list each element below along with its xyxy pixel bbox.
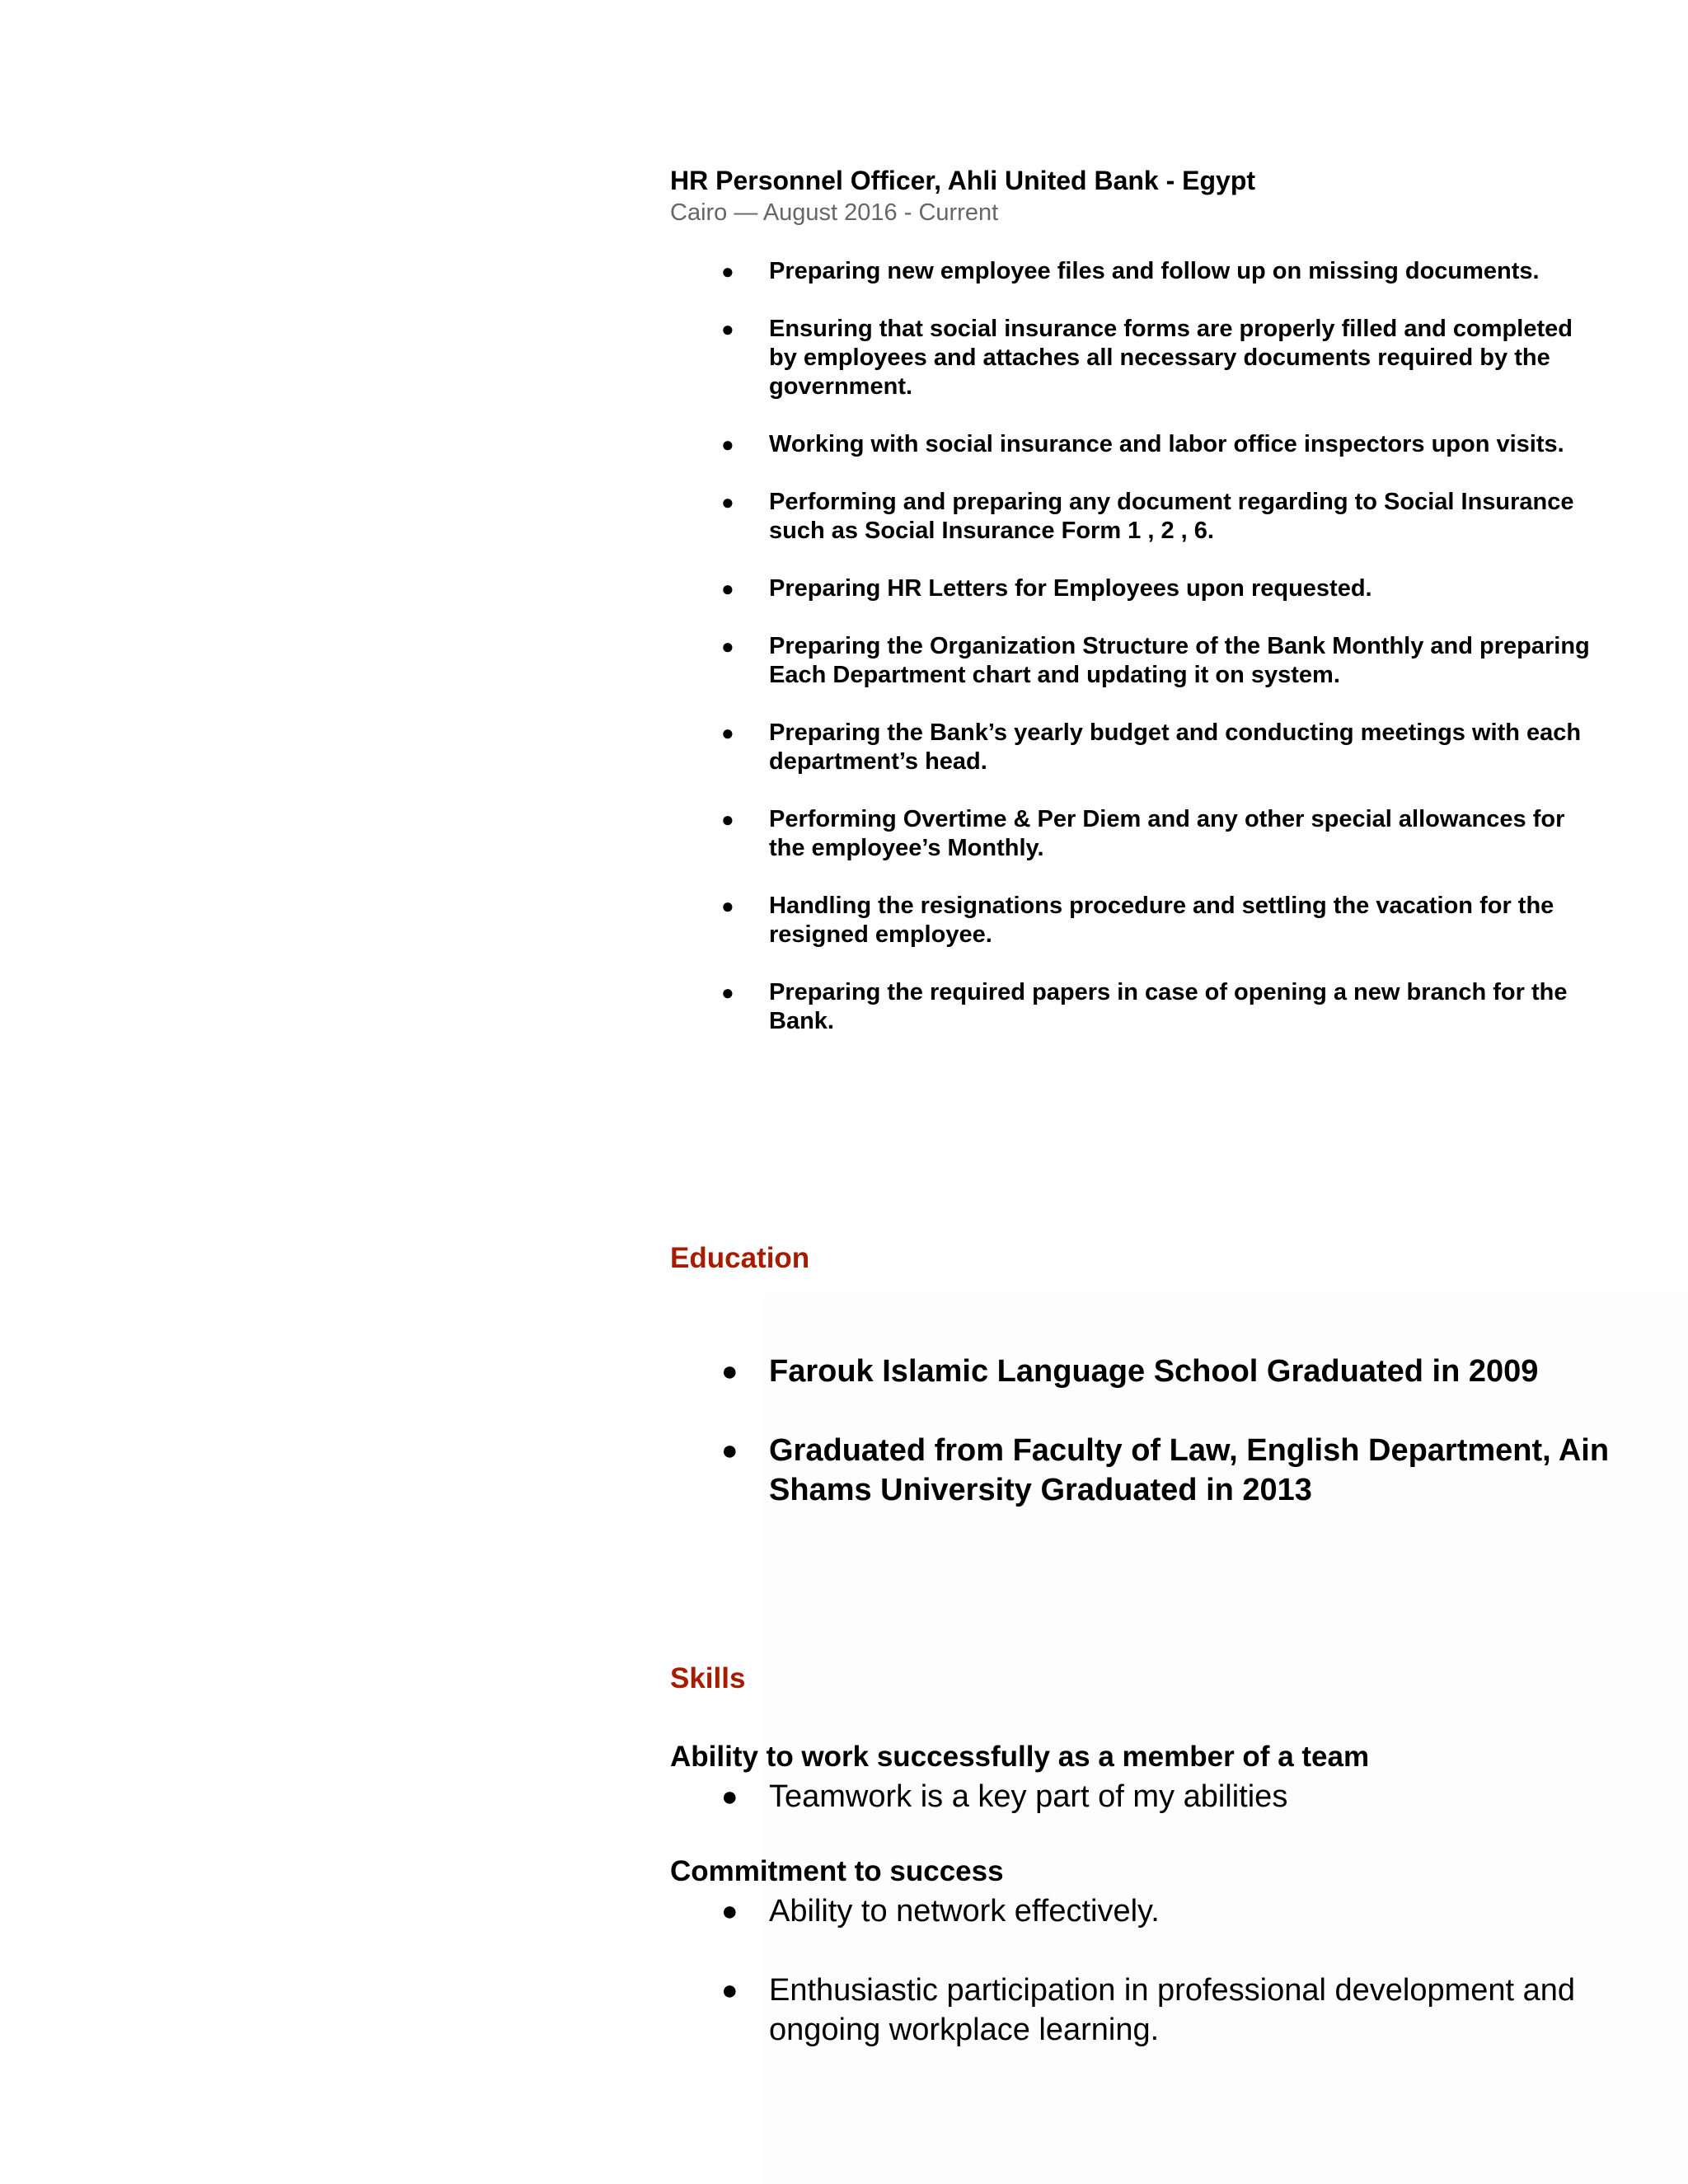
list-item (670, 1971, 1634, 2050)
duty-text: Preparing the Organization Structure of the Bank Monthly and preparing Each Department chart and updating it on system. (769, 633, 1590, 688)
list-item (670, 1431, 1634, 1510)
bullet-icon: ● (721, 259, 734, 284)
education-list (670, 1352, 1618, 1549)
job-title: HR Personnel Officer, Ahli United Bank - Egypt (670, 166, 1256, 195)
bullet-icon: ● (721, 980, 734, 1005)
bullet-icon: ● (721, 1896, 738, 1927)
bullet-icon: ● (721, 634, 734, 658)
skills-heading: Skills (670, 1662, 746, 1694)
bullet-icon: ● (721, 720, 734, 745)
skill-group-title: Commitment to success (670, 1855, 1004, 1887)
list-item (670, 1891, 1634, 1931)
duty-text: Performing Overtime & Per Diem and any other special allowances for the employee’s Monthly. (769, 806, 1565, 861)
skill-group-title: Ability to work successfully as a member of a team (670, 1741, 1370, 1773)
skill-group-list (670, 1891, 1618, 2089)
bullet-icon: ● (721, 316, 734, 341)
bullet-icon: ● (721, 1781, 738, 1812)
list-item (670, 315, 1593, 401)
bullet-icon: ● (721, 490, 734, 514)
duty-text: Preparing new employee files and follow up on missing documents. (769, 258, 1540, 284)
duty-text: Preparing the Bank’s yearly budget and conducting meetings with each department’s head. (769, 719, 1582, 775)
list-item (670, 978, 1593, 1036)
education-heading: Education (670, 1242, 810, 1274)
list-item (670, 805, 1593, 863)
duty-text: Handling the resignations procedure and settling the vacation for the resigned employee. (769, 893, 1554, 948)
list-item (670, 1777, 1634, 1816)
list-item (670, 488, 1593, 546)
skill-group-list (670, 1777, 1618, 1856)
bullet-icon: ● (721, 1356, 738, 1387)
duty-text: Ensuring that social insurance forms are properly filled and completed by employees and attaches all necessary documents required by the government. (769, 316, 1573, 400)
bullet-icon: ● (721, 1975, 738, 2006)
duty-text: Preparing the required papers in case of opening a new branch for the Bank. (769, 979, 1568, 1034)
skill-text: Teamwork is a key part of my abilities (769, 1779, 1288, 1814)
job-location-dates: Cairo — August 2016 - Current (670, 199, 999, 226)
bullet-icon: ● (721, 1435, 738, 1466)
bullet-icon: ● (721, 432, 734, 457)
education-text: Graduated from Faculty of Law, English Department, Ain Shams University Graduated in 2013 (769, 1433, 1610, 1507)
duty-text: Performing and preparing any document regarding to Social Insurance such as Social Insurance Form 1 , 2 , 6. (769, 489, 1574, 544)
bullet-icon: ● (721, 576, 734, 601)
list-item (670, 632, 1593, 690)
bullet-icon: ● (721, 893, 734, 918)
duty-text: Preparing HR Letters for Employees upon requested. (769, 575, 1372, 602)
skill-text: Ability to network effectively. (769, 1894, 1160, 1929)
list-item (670, 430, 1593, 459)
duty-text: Working with social insurance and labor office inspectors upon visits. (769, 431, 1564, 457)
list-item (670, 257, 1593, 286)
list-item (670, 574, 1593, 603)
list-item (670, 719, 1593, 776)
list-item (670, 1352, 1634, 1391)
job-duties-list (670, 257, 1618, 1065)
education-text: Farouk Islamic Language School Graduated in 2009 (769, 1354, 1539, 1389)
skill-text: Enthusiastic participation in professional development and ongoing workplace learning. (769, 1973, 1576, 2047)
bullet-icon: ● (721, 807, 734, 832)
list-item (670, 892, 1593, 949)
